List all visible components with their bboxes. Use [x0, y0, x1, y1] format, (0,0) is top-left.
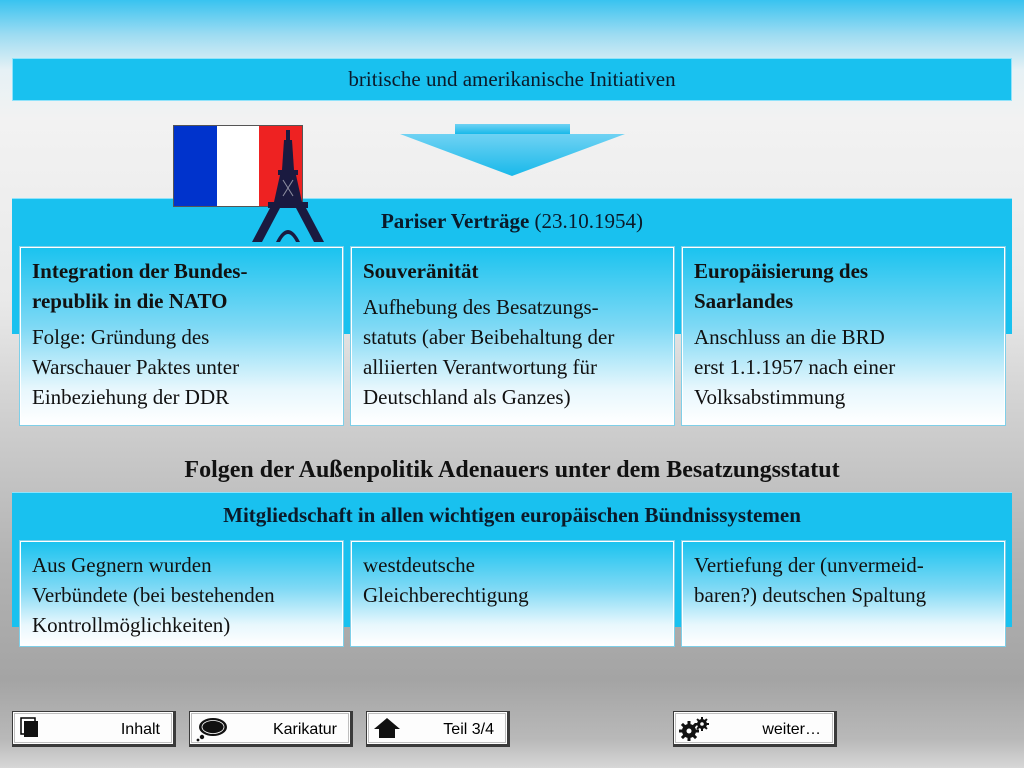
card-division	[682, 541, 1005, 646]
card-saarland	[682, 247, 1005, 425]
card-nato-integration	[20, 247, 343, 425]
card-equality-line2: Gleichberechtigung	[363, 583, 529, 607]
card-division-line1: Vertiefung der (unvermeid-	[694, 553, 924, 577]
card-equality-line1: westdeutsche	[363, 553, 475, 577]
gears-icon	[679, 716, 711, 742]
speech-bubble-icon	[195, 716, 229, 742]
down-arrow-icon	[400, 124, 625, 176]
card-sovereignty-body	[363, 292, 663, 412]
nav-inhalt-button[interactable]	[13, 712, 173, 744]
treaty-title-bold: Pariser Verträge	[380, 209, 530, 233]
banner-text: britische und amerikanische Initiativen	[348, 67, 676, 91]
card-nato-body	[32, 322, 332, 412]
card-allies-line1: Aus Gegnern wurden	[32, 553, 212, 577]
card-saarland-body-line3: Volksabstimmung	[694, 385, 846, 409]
card-sovereignty-body-line2: statuts (aber Beibehaltung der	[363, 325, 615, 349]
card-nato-head-line2: republik in die NATO	[32, 289, 228, 313]
nav-teil-button[interactable]	[367, 712, 507, 744]
card-sovereignty-body-line1: Aufhebung des Besatzungs-	[363, 295, 599, 319]
card-saarland-body-line2: erst 1.1.1957 nach einer	[694, 355, 896, 379]
card-nato-body-line1: Folge: Gründung des	[32, 325, 210, 349]
card-sovereignty-body-line4: Deutschland als Ganzes)	[363, 385, 571, 409]
card-nato-head	[32, 256, 332, 316]
home-icon	[372, 716, 402, 740]
card-saarland-body-line1: Anschluss an die BRD	[694, 325, 885, 349]
treaty-title	[12, 209, 1012, 234]
card-nato-body-line2: Warschauer Paktes unter	[32, 355, 240, 379]
nav-teil-label: Teil 3/4	[443, 721, 494, 738]
card-sovereignty-head-line1: Souveränität	[363, 259, 479, 283]
card-sovereignty	[351, 247, 674, 425]
card-saarland-head	[694, 256, 994, 316]
consequences-heading: Folgen der Außenpolitik Adenauers unter dem Besatzungsstatut	[184, 457, 840, 483]
card-saarland-head-line2: Saarlandes	[694, 289, 794, 313]
document-icon	[18, 716, 44, 740]
initiatives-banner	[12, 58, 1012, 101]
card-sovereignty-head	[363, 256, 663, 286]
card-saarland-head-line1: Europäisierung des	[694, 259, 869, 283]
card-saarland-body	[694, 322, 994, 412]
nav-karikatur-label: Karikatur	[272, 721, 337, 738]
card-division-line2: baren?) deutschen Spaltung	[694, 583, 927, 607]
treaty-title-date: (23.10.1954)	[534, 209, 644, 233]
nav-inhalt-label: Inhalt	[120, 721, 160, 738]
eiffel-tower-icon	[250, 130, 326, 242]
card-nato-head-line1: Integration der Bundes-	[32, 259, 248, 283]
card-allies	[20, 541, 343, 646]
card-allies-line3: Kontrollmöglichkeiten)	[32, 613, 231, 637]
nav-karikatur-button[interactable]	[190, 712, 350, 744]
card-sovereignty-body-line3: alliierten Verantwortung für	[363, 355, 598, 379]
consequences-title: Mitgliedschaft in allen wichtigen europäischen Bündnissystemen	[223, 503, 801, 527]
card-nato-body-line3: Einbeziehung der DDR	[32, 385, 230, 409]
card-allies-line2: Verbündete (bei bestehenden	[32, 583, 275, 607]
nav-weiter-button[interactable]	[674, 712, 834, 744]
card-equality	[351, 541, 674, 646]
nav-weiter-label: weiter…	[762, 721, 821, 738]
